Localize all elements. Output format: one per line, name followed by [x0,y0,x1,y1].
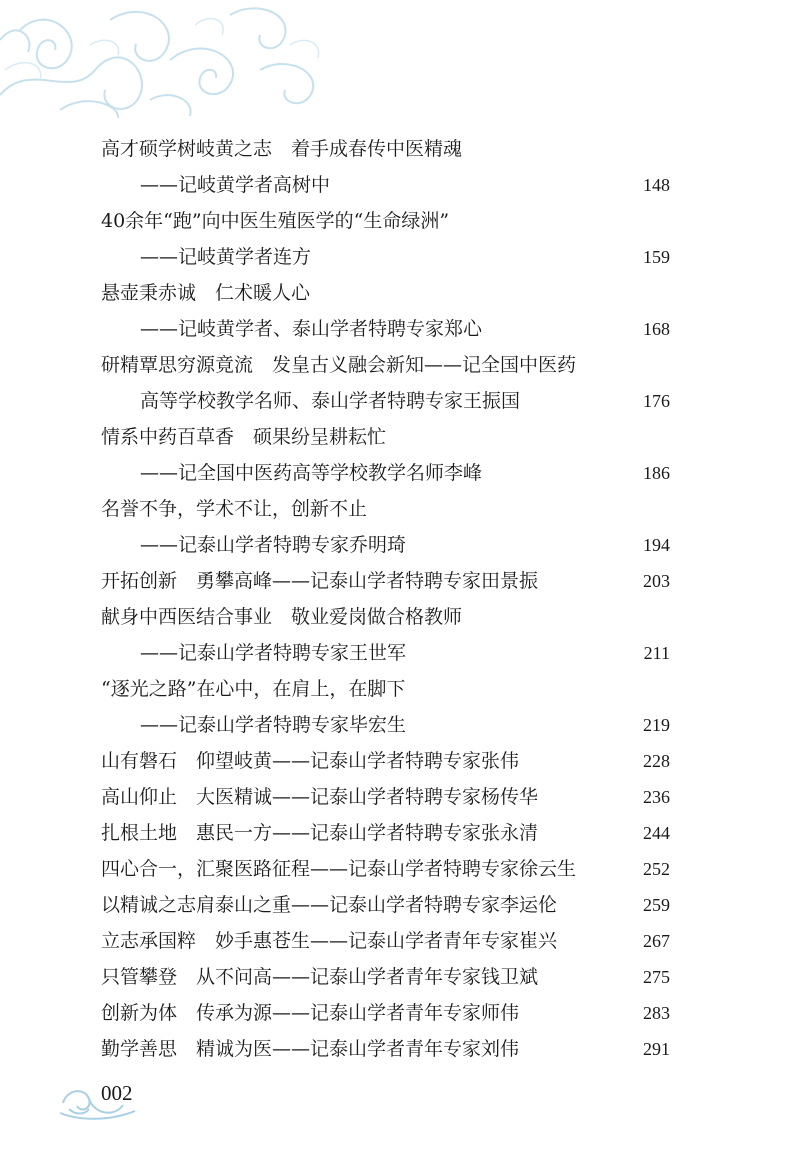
toc-row[interactable] [0,887,800,923]
toc-row[interactable] [0,563,800,599]
toc-entry-title: “逐光之路”在心中，在肩上，在脚下 [101,678,406,700]
toc-row[interactable] [0,815,800,851]
toc-entry-page: 159 [643,247,670,267]
toc-row[interactable] [0,707,800,743]
toc-row[interactable] [0,1031,800,1067]
toc-row[interactable] [0,635,800,671]
toc-entry-title: 情系中药百草香 硕果纷呈耕耘忙 [101,426,387,448]
toc-entry-subtitle: 高等学校教学名师、泰山学者特聘专家王振国 [140,390,521,412]
toc-row[interactable] [0,671,800,707]
toc-row[interactable] [0,599,800,635]
toc-entry-subtitle: ——记岐黄学者、泰山学者特聘专家郑心 [140,318,483,340]
toc-entry-page: 168 [643,319,670,339]
toc-entry-page: 194 [643,535,670,555]
toc-entry-title: 高山仰止 大医精诚——记泰山学者特聘专家杨传华 [101,786,539,808]
toc-entry-title: 开拓创新 勇攀高峰——记泰山学者特聘专家田景振 [101,570,539,592]
toc-entry-page: 244 [643,823,670,843]
toc-entry-title: 创新为体 传承为源——记泰山学者青年专家师伟 [101,1002,520,1024]
cloud-ornament-top [0,0,330,120]
toc-entry-title: 立志承国粹 妙手惠苍生——记泰山学者青年专家崔兴 [101,930,558,952]
toc-entry-subtitle: ——记岐黄学者连方 [140,246,312,268]
toc-entry-page: 283 [643,1003,670,1023]
table-of-contents [0,131,800,1067]
toc-entry-subtitle: ——记全国中医药高等学校教学名师李峰 [140,462,483,484]
toc-row[interactable] [0,923,800,959]
toc-row[interactable] [0,851,800,887]
toc-entry-page: 228 [643,751,670,771]
toc-entry-title: 扎根土地 惠民一方——记泰山学者特聘专家张永清 [101,822,539,844]
toc-entry-page: 252 [643,859,670,879]
toc-entry-page: 148 [643,175,670,195]
toc-row[interactable] [0,275,800,311]
toc-entry-page: 259 [643,895,670,915]
toc-entry-subtitle: ——记泰山学者特聘专家王世军 [140,642,407,664]
toc-entry-page: 267 [643,931,670,951]
toc-row[interactable] [0,347,800,383]
toc-row[interactable] [0,527,800,563]
page-number: 002 [101,1081,133,1105]
toc-entry-title: 四心合一，汇聚医路征程——记泰山学者特聘专家徐云生 [101,858,577,880]
toc-row[interactable] [0,311,800,347]
toc-entry-page: 186 [643,463,670,483]
toc-entry-title: 40余年“跑”向中医生殖医学的“生命绿洲” [101,210,450,232]
toc-entry-title: 献身中西医结合事业 敬业爱岗做合格教师 [101,606,463,628]
toc-row[interactable] [0,455,800,491]
toc-row[interactable] [0,167,800,203]
toc-row[interactable] [0,995,800,1031]
toc-entry-subtitle: ——记泰山学者特聘专家毕宏生 [140,714,407,736]
toc-entry-page: 275 [643,967,670,987]
toc-entry-page: 236 [643,787,670,807]
toc-entry-page: 176 [643,391,670,411]
toc-entry-page: 291 [643,1039,670,1059]
toc-row[interactable] [0,779,800,815]
toc-entry-page: 219 [643,715,670,735]
toc-row[interactable] [0,131,800,167]
toc-row[interactable] [0,743,800,779]
toc-row[interactable] [0,203,800,239]
toc-row[interactable] [0,959,800,995]
toc-entry-title: 以精诚之志肩泰山之重——记泰山学者特聘专家李运伦 [101,894,558,916]
toc-entry-title: 山有磐石 仰望岐黄——记泰山学者特聘专家张伟 [101,750,520,772]
toc-entry-page: 211 [643,643,670,663]
toc-entry-title: 只管攀登 从不问高——记泰山学者青年专家钱卫斌 [101,966,539,988]
toc-entry-page: 203 [643,571,670,591]
toc-row[interactable] [0,491,800,527]
toc-row[interactable] [0,419,800,455]
toc-entry-title: 高才硕学树岐黄之志 着手成春传中医精魂 [101,138,463,160]
toc-entry-title: 名誉不争，学术不让，创新不止 [101,498,368,520]
toc-entry-title: 悬壶秉赤诚 仁术暖人心 [101,282,311,304]
toc-row[interactable] [0,383,800,419]
toc-entry-subtitle: ——记泰山学者特聘专家乔明琦 [140,534,407,556]
toc-entry-title: 勤学善思 精诚为医——记泰山学者青年专家刘伟 [101,1038,520,1060]
toc-entry-title: 研精覃思穷源竟流 发皇古义融会新知——记全国中医药 [101,354,577,376]
toc-row[interactable] [0,239,800,275]
toc-entry-subtitle: ——记岐黄学者高树中 [140,174,331,196]
